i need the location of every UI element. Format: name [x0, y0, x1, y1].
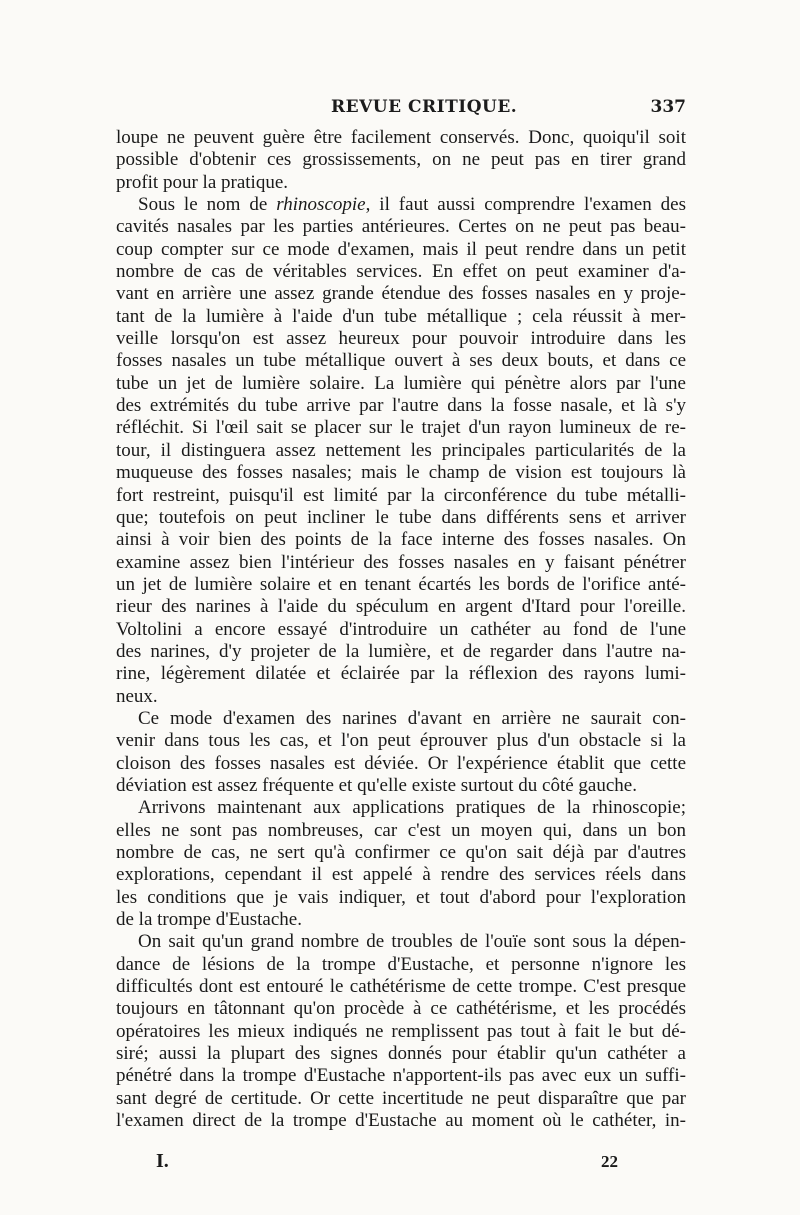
text-line: muqueuse des fosses nasales; mais le champ de vision est toujours là: [116, 462, 686, 484]
text-line: des narines, d'y projeter de la lumière, et de regarder dans l'autre na-: [116, 640, 686, 662]
text-line: des extrémités du tube arrive par l'autre dans la fosse nasale, et là s'y: [116, 395, 686, 417]
text-line: vant en arrière une assez grande étendue des fosses nasales en y proje-: [116, 283, 686, 305]
text-line: fort restreint, puisqu'il est limité par la circonférence du tube métalli-: [116, 484, 686, 506]
text-line: cavités nasales par les parties antérieures. Certes on ne peut pas beau-: [116, 216, 686, 238]
text-line: nombre de cas de véritables services. En effet on peut examiner d'a-: [116, 261, 686, 283]
text-line: l'examen direct de la trompe d'Eustache au moment où le cathéter, in-: [116, 1110, 686, 1132]
text-line: On sait qu'un grand nombre de troubles de l'ouïe sont sous la dépen-: [138, 931, 686, 953]
text-line: sant degré de certitude. Or cette incertitude ne peut disparaître que par: [116, 1087, 686, 1109]
page-number: 337: [650, 97, 686, 117]
text-line: loupe ne peuvent guère être facilement conservés. Donc, quoiqu'il soit: [116, 127, 686, 148]
text-line: tube un jet de lumière solaire. La lumière qui pénètre alors par l'une: [116, 372, 686, 394]
page-header: [116, 97, 686, 127]
text-line: veille lorsqu'on est assez heureux pour pouvoir introduire dans les: [116, 328, 686, 350]
text-line: elles ne sont pas nombreuses, car c'est un moyen qui, dans un bon: [116, 819, 686, 841]
text-line: Voltolini a encore essayé d'introduire un cathéter au fond de l'une: [116, 618, 686, 640]
text-line: ainsi à voir bien des points de la face interne des fosses nasales. On: [116, 529, 686, 551]
text-line: que; toutefois on peut incliner le tube dans différents sens et arriver: [116, 506, 686, 528]
text-line: venir dans tous les cas, et l'on peut éprouver plus d'un obstacle si la: [116, 730, 686, 752]
text-line: les conditions que je vais indiquer, et tout d'abord pour l'exploration: [116, 886, 686, 908]
text-line: nombre de cas, ne sert qu'à confirmer ce qu'on sait déjà par d'autres: [116, 842, 686, 863]
signature-mark: I.: [156, 1150, 169, 1172]
text-line: explorations, cependant il est appelé à rendre des services réels dans: [116, 864, 686, 886]
text-line: dance de lésions de la trompe d'Eustache, et personne n'ignore les: [116, 953, 686, 975]
text-line: possible d'obtenir ces grossissements, on ne peut pas en tirer grand: [116, 149, 686, 171]
text-line: siré; aussi la plupart des signes donnés pour établir qu'un cathéter a: [116, 1043, 686, 1065]
body-text: [116, 127, 686, 1132]
text-line: Arrivons maintenant aux applications pratiques de la rhinoscopie;: [138, 797, 686, 819]
text-line: Ce mode d'examen des narines d'avant en arrière ne saurait con-: [138, 707, 686, 729]
text-line: tour, il distinguera assez nettement les principales particularités de la: [116, 439, 686, 461]
text-line: profit pour la pratique.: [116, 171, 289, 193]
text-line: opératoires les mieux indiqués ne remplissent pas tout à fait le but dé-: [116, 1020, 686, 1042]
text-line: tant de la lumière à l'aide d'un tube métallique ; cela réussit à mer-: [116, 305, 686, 327]
sheet-number: 22: [601, 1152, 618, 1171]
text-line: cloison des fosses nasales est déviée. Or l'expérience établit que cette: [116, 752, 686, 774]
text-line: un jet de lumière solaire et en tenant écartés les bords de l'orifice anté-: [116, 573, 686, 595]
text-line: rieur des narines à l'aide du spéculum en argent d'Itard pour l'oreille.: [116, 596, 686, 618]
text-line: neux.: [116, 685, 158, 707]
page-footer: [116, 1150, 686, 1180]
text-line: rine, légèrement dilatée et éclairée par la réflexion des rayons lumi-: [116, 663, 686, 685]
text-line: examine assez bien l'intérieur des fosses nasales en y faisant pénétrer: [116, 551, 686, 573]
text-line: réfléchit. Si l'œil sait se placer sur le trajet d'un rayon lumineux de re-: [116, 417, 686, 439]
text-line: Sous le nom de rhinoscopie, il faut aussi comprendre l'examen des: [138, 194, 686, 216]
term-rhinoscopie: rhinoscopie: [276, 194, 366, 216]
text-line: toujours en tâtonnant qu'on procède à ce cathétérisme, et les procédés: [116, 998, 686, 1020]
text-line: fosses nasales un tube métallique ouvert à ses deux bouts, et dans ce: [116, 350, 686, 372]
text-line: déviation est assez fréquente et qu'elle existe surtout du côté gauche.: [116, 774, 637, 796]
text-line: de la trompe d'Eustache.: [116, 909, 302, 931]
text-line: difficultés dont est entouré le cathétérisme de cette trompe. C'est presque: [116, 976, 686, 998]
running-title: REVUE CRITIQUE.: [331, 97, 518, 117]
text-line: coup compter sur ce mode d'examen, mais il peut rendre dans un petit: [116, 238, 686, 260]
text-line: pénétré dans la trompe d'Eustache n'apportent-ils pas avec eux un suffi-: [116, 1065, 686, 1087]
